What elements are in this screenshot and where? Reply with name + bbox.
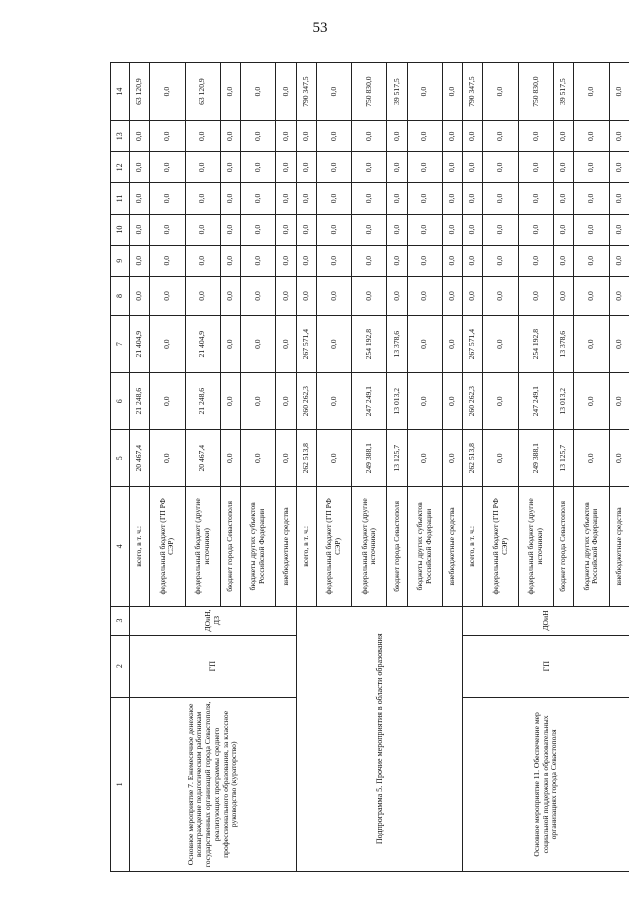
value-cell: 0,0 bbox=[574, 430, 609, 487]
value-cell: 0,0 bbox=[352, 245, 387, 276]
value-cell: 0,0 bbox=[220, 121, 240, 152]
value-cell: 63 120,9 bbox=[130, 63, 150, 121]
value-cell: 13 125,7 bbox=[387, 430, 407, 487]
value-cell: 0,0 bbox=[463, 214, 483, 245]
value-cell: 0,0 bbox=[276, 245, 296, 276]
value-cell: 0,0 bbox=[150, 276, 185, 315]
value-cell: 247 249,1 bbox=[352, 373, 387, 430]
header-cell: 8 bbox=[111, 276, 130, 315]
executor: ДОиН bbox=[463, 606, 629, 635]
value-cell: 0,0 bbox=[387, 121, 407, 152]
value-cell: 0,0 bbox=[130, 152, 150, 183]
header-cell: 14 bbox=[111, 63, 130, 121]
value-cell: 0,0 bbox=[185, 121, 220, 152]
value-cell: 0,0 bbox=[220, 430, 240, 487]
value-cell: 254 192,8 bbox=[352, 316, 387, 373]
header-cell: 11 bbox=[111, 183, 130, 214]
value-cell: 0,0 bbox=[554, 214, 574, 245]
budget-table bbox=[110, 62, 629, 872]
value-cell: 0,0 bbox=[296, 152, 316, 183]
value-cell: 0,0 bbox=[220, 214, 240, 245]
value-cell: 0,0 bbox=[130, 276, 150, 315]
value-cell: 13 378,6 bbox=[387, 316, 407, 373]
value-cell: 0,0 bbox=[241, 152, 276, 183]
value-cell: 0,0 bbox=[352, 121, 387, 152]
value-cell: 0,0 bbox=[150, 245, 185, 276]
value-cell: 0,0 bbox=[518, 121, 553, 152]
value-cell: 0,0 bbox=[316, 214, 351, 245]
value-cell: 0,0 bbox=[483, 430, 518, 487]
funding-source: всего, в т. ч.: bbox=[463, 487, 483, 606]
value-cell: 0,0 bbox=[316, 276, 351, 315]
value-cell: 0,0 bbox=[316, 373, 351, 430]
value-cell: 0,0 bbox=[483, 245, 518, 276]
value-cell: 0,0 bbox=[609, 316, 629, 373]
value-cell: 0,0 bbox=[483, 214, 518, 245]
funding-source: внебюджетные средства bbox=[442, 487, 462, 606]
value-cell: 0,0 bbox=[574, 373, 609, 430]
rotated-table-container bbox=[110, 62, 629, 872]
funding-source: федеральный бюджет (другие источники) bbox=[352, 487, 387, 606]
value-cell: 0,0 bbox=[296, 245, 316, 276]
header-cell: 5 bbox=[111, 430, 130, 487]
value-cell: 247 249,1 bbox=[518, 373, 553, 430]
value-cell: 21 404,9 bbox=[130, 316, 150, 373]
value-cell: 0,0 bbox=[352, 152, 387, 183]
value-cell: 249 388,1 bbox=[518, 430, 553, 487]
value-cell: 0,0 bbox=[407, 316, 442, 373]
value-cell: 790 347,5 bbox=[463, 63, 483, 121]
value-cell: 0,0 bbox=[463, 152, 483, 183]
value-cell: 0,0 bbox=[574, 183, 609, 214]
funding-source: бюджет города Севастополя bbox=[554, 487, 574, 606]
value-cell: 0,0 bbox=[352, 214, 387, 245]
value-cell: 267 571,4 bbox=[296, 316, 316, 373]
value-cell: 0,0 bbox=[518, 245, 553, 276]
value-cell: 20 467,4 bbox=[185, 430, 220, 487]
funding-source: бюджеты других субъектов Российской Федерации bbox=[241, 487, 276, 606]
funding-source: всего, в т. ч.: bbox=[130, 487, 150, 606]
value-cell: 0,0 bbox=[609, 373, 629, 430]
value-cell: 0,0 bbox=[220, 245, 240, 276]
value-cell: 0,0 bbox=[442, 430, 462, 487]
value-cell: 267 571,4 bbox=[463, 316, 483, 373]
value-cell: 262 513,8 bbox=[463, 430, 483, 487]
value-cell: 0,0 bbox=[518, 276, 553, 315]
value-cell: 13 013,2 bbox=[387, 373, 407, 430]
page-number: 53 bbox=[312, 20, 328, 36]
table-body bbox=[111, 63, 629, 872]
value-cell: 63 120,9 bbox=[185, 63, 220, 121]
value-cell: 0,0 bbox=[150, 373, 185, 430]
value-cell: 0,0 bbox=[483, 183, 518, 214]
value-cell: 0,0 bbox=[220, 183, 240, 214]
value-cell: 0,0 bbox=[483, 373, 518, 430]
funding-source: бюджет города Севастополя bbox=[387, 487, 407, 606]
table-row bbox=[130, 63, 150, 872]
value-cell: 0,0 bbox=[276, 63, 296, 121]
value-cell: 0,0 bbox=[407, 152, 442, 183]
value-cell: 0,0 bbox=[574, 316, 609, 373]
value-cell: 0,0 bbox=[241, 121, 276, 152]
value-cell: 0,0 bbox=[407, 183, 442, 214]
header-cell: 13 bbox=[111, 121, 130, 152]
value-cell: 0,0 bbox=[220, 316, 240, 373]
funding-source: бюджеты других субъектов Российской Федерации bbox=[574, 487, 609, 606]
value-cell: 21 404,9 bbox=[185, 316, 220, 373]
value-cell: 0,0 bbox=[407, 373, 442, 430]
value-cell: 0,0 bbox=[407, 121, 442, 152]
value-cell: 0,0 bbox=[220, 152, 240, 183]
funding-source: бюджеты других субъектов Российской Федерации bbox=[407, 487, 442, 606]
value-cell: 0,0 bbox=[220, 373, 240, 430]
value-cell: 21 248,6 bbox=[130, 373, 150, 430]
program-code: ГП bbox=[463, 635, 629, 697]
value-cell: 0,0 bbox=[609, 276, 629, 315]
header-cell: 7 bbox=[111, 316, 130, 373]
value-cell: 0,0 bbox=[609, 121, 629, 152]
value-cell: 0,0 bbox=[483, 63, 518, 121]
value-cell: 0,0 bbox=[296, 121, 316, 152]
value-cell: 0,0 bbox=[241, 430, 276, 487]
value-cell: 0,0 bbox=[554, 245, 574, 276]
value-cell: 0,0 bbox=[483, 121, 518, 152]
value-cell: 0,0 bbox=[185, 183, 220, 214]
value-cell: 0,0 bbox=[609, 183, 629, 214]
value-cell: 0,0 bbox=[574, 214, 609, 245]
value-cell: 0,0 bbox=[554, 276, 574, 315]
value-cell: 0,0 bbox=[463, 276, 483, 315]
value-cell: 39 517,5 bbox=[554, 63, 574, 121]
value-cell: 0,0 bbox=[554, 121, 574, 152]
value-cell: 0,0 bbox=[150, 152, 185, 183]
value-cell: 0,0 bbox=[241, 183, 276, 214]
value-cell: 0,0 bbox=[518, 152, 553, 183]
value-cell: 0,0 bbox=[276, 316, 296, 373]
value-cell: 0,0 bbox=[442, 152, 462, 183]
header-cell: 12 bbox=[111, 152, 130, 183]
value-cell: 20 467,4 bbox=[130, 430, 150, 487]
value-cell: 0,0 bbox=[241, 316, 276, 373]
funding-source: федеральный бюджет (ГП РФ СЭР) bbox=[316, 487, 351, 606]
value-cell: 260 262,3 bbox=[296, 373, 316, 430]
block-name: Основное мероприятие 7. Ежемесячное денежное вознаграждение педагогическим работникам государственных организаций города Севастополя, реализующих программы среднего профессионального образования, за классное руководство (кураторство) bbox=[130, 697, 297, 871]
value-cell: 0,0 bbox=[276, 214, 296, 245]
value-cell: 0,0 bbox=[150, 121, 185, 152]
value-cell: 0,0 bbox=[483, 276, 518, 315]
value-cell: 0,0 bbox=[352, 183, 387, 214]
value-cell: 0,0 bbox=[387, 276, 407, 315]
value-cell: 0,0 bbox=[554, 152, 574, 183]
value-cell: 0,0 bbox=[241, 63, 276, 121]
executor: ДОиН, ДЗ bbox=[130, 606, 297, 635]
value-cell: 0,0 bbox=[609, 245, 629, 276]
funding-source: федеральный бюджет (другие источники) bbox=[185, 487, 220, 606]
value-cell: 0,0 bbox=[276, 121, 296, 152]
value-cell: 0,0 bbox=[387, 152, 407, 183]
value-cell: 0,0 bbox=[185, 152, 220, 183]
value-cell: 0,0 bbox=[609, 430, 629, 487]
value-cell: 13 013,2 bbox=[554, 373, 574, 430]
value-cell: 0,0 bbox=[185, 276, 220, 315]
value-cell: 0,0 bbox=[463, 121, 483, 152]
value-cell: 262 513,8 bbox=[296, 430, 316, 487]
value-cell: 254 192,8 bbox=[518, 316, 553, 373]
header-cell: 4 bbox=[111, 487, 130, 606]
value-cell: 0,0 bbox=[150, 63, 185, 121]
value-cell: 0,0 bbox=[296, 183, 316, 214]
value-cell: 0,0 bbox=[407, 214, 442, 245]
value-cell: 0,0 bbox=[185, 214, 220, 245]
value-cell: 0,0 bbox=[276, 276, 296, 315]
value-cell: 0,0 bbox=[609, 63, 629, 121]
value-cell: 0,0 bbox=[463, 245, 483, 276]
value-cell: 0,0 bbox=[442, 373, 462, 430]
value-cell: 0,0 bbox=[241, 373, 276, 430]
value-cell: 0,0 bbox=[574, 121, 609, 152]
value-cell: 0,0 bbox=[554, 183, 574, 214]
value-cell: 0,0 bbox=[316, 430, 351, 487]
value-cell: 0,0 bbox=[518, 214, 553, 245]
value-cell: 750 830,0 bbox=[518, 63, 553, 121]
value-cell: 0,0 bbox=[316, 183, 351, 214]
value-cell: 0,0 bbox=[387, 245, 407, 276]
value-cell: 0,0 bbox=[442, 245, 462, 276]
block-name: Подпрограмма 5. Прочие мероприятия в области образования bbox=[296, 606, 463, 871]
value-cell: 0,0 bbox=[407, 276, 442, 315]
value-cell: 0,0 bbox=[442, 316, 462, 373]
value-cell: 0,0 bbox=[574, 245, 609, 276]
value-cell: 0,0 bbox=[574, 276, 609, 315]
value-cell: 0,0 bbox=[220, 276, 240, 315]
value-cell: 0,0 bbox=[276, 373, 296, 430]
value-cell: 0,0 bbox=[220, 63, 240, 121]
value-cell: 0,0 bbox=[130, 214, 150, 245]
value-cell: 39 517,5 bbox=[387, 63, 407, 121]
value-cell: 0,0 bbox=[352, 276, 387, 315]
value-cell: 0,0 bbox=[483, 316, 518, 373]
funding-source: федеральный бюджет (ГП РФ СЭР) bbox=[483, 487, 518, 606]
value-cell: 0,0 bbox=[130, 245, 150, 276]
value-cell: 0,0 bbox=[276, 430, 296, 487]
value-cell: 0,0 bbox=[387, 183, 407, 214]
funding-source: бюджет города Севастополя bbox=[220, 487, 240, 606]
table-row bbox=[296, 63, 316, 872]
value-cell: 0,0 bbox=[276, 183, 296, 214]
value-cell: 249 388,1 bbox=[352, 430, 387, 487]
header-cell: 10 bbox=[111, 214, 130, 245]
value-cell: 13 125,7 bbox=[554, 430, 574, 487]
value-cell: 0,0 bbox=[442, 276, 462, 315]
value-cell: 0,0 bbox=[442, 183, 462, 214]
value-cell: 0,0 bbox=[296, 214, 316, 245]
value-cell: 21 248,6 bbox=[185, 373, 220, 430]
value-cell: 0,0 bbox=[150, 183, 185, 214]
value-cell: 0,0 bbox=[442, 63, 462, 121]
value-cell: 0,0 bbox=[241, 214, 276, 245]
value-cell: 0,0 bbox=[316, 245, 351, 276]
table-row bbox=[463, 63, 483, 872]
value-cell: 0,0 bbox=[130, 183, 150, 214]
value-cell: 13 378,6 bbox=[554, 316, 574, 373]
value-cell: 790 347,5 bbox=[296, 63, 316, 121]
value-cell: 0,0 bbox=[407, 430, 442, 487]
value-cell: 0,0 bbox=[442, 214, 462, 245]
value-cell: 0,0 bbox=[296, 276, 316, 315]
value-cell: 0,0 bbox=[130, 121, 150, 152]
value-cell: 0,0 bbox=[574, 152, 609, 183]
value-cell: 0,0 bbox=[276, 152, 296, 183]
value-cell: 0,0 bbox=[150, 430, 185, 487]
value-cell: 0,0 bbox=[316, 63, 351, 121]
value-cell: 0,0 bbox=[387, 214, 407, 245]
value-cell: 0,0 bbox=[316, 316, 351, 373]
value-cell: 750 830,0 bbox=[352, 63, 387, 121]
value-cell: 0,0 bbox=[609, 152, 629, 183]
value-cell: 0,0 bbox=[407, 63, 442, 121]
header-row bbox=[111, 63, 130, 872]
funding-source: федеральный бюджет (другие источники) bbox=[518, 487, 553, 606]
value-cell: 0,0 bbox=[407, 245, 442, 276]
value-cell: 0,0 bbox=[316, 121, 351, 152]
program-code: ГП bbox=[130, 635, 297, 697]
value-cell: 0,0 bbox=[574, 63, 609, 121]
block-name: Основное мероприятие 11. Обеспечение мер социальной поддержки в образовательных организациях города Севастополя bbox=[463, 697, 629, 871]
value-cell: 0,0 bbox=[185, 245, 220, 276]
value-cell: 0,0 bbox=[518, 183, 553, 214]
funding-source: федеральный бюджет (ГП РФ СЭР) bbox=[150, 487, 185, 606]
funding-source: всего, в т. ч.: bbox=[296, 487, 316, 606]
value-cell: 0,0 bbox=[442, 121, 462, 152]
header-cell: 9 bbox=[111, 245, 130, 276]
value-cell: 0,0 bbox=[609, 214, 629, 245]
value-cell: 0,0 bbox=[241, 276, 276, 315]
header-cell: 6 bbox=[111, 373, 130, 430]
funding-source: внебюджетные средства bbox=[276, 487, 296, 606]
value-cell: 0,0 bbox=[463, 183, 483, 214]
value-cell: 0,0 bbox=[150, 316, 185, 373]
funding-source: внебюджетные средства bbox=[609, 487, 629, 606]
value-cell: 0,0 bbox=[241, 245, 276, 276]
value-cell: 0,0 bbox=[483, 152, 518, 183]
header-cell: 2 bbox=[111, 635, 130, 697]
header-cell: 3 bbox=[111, 606, 130, 635]
value-cell: 0,0 bbox=[316, 152, 351, 183]
header-cell: 1 bbox=[111, 697, 130, 871]
value-cell: 0,0 bbox=[150, 214, 185, 245]
value-cell: 260 262,3 bbox=[463, 373, 483, 430]
